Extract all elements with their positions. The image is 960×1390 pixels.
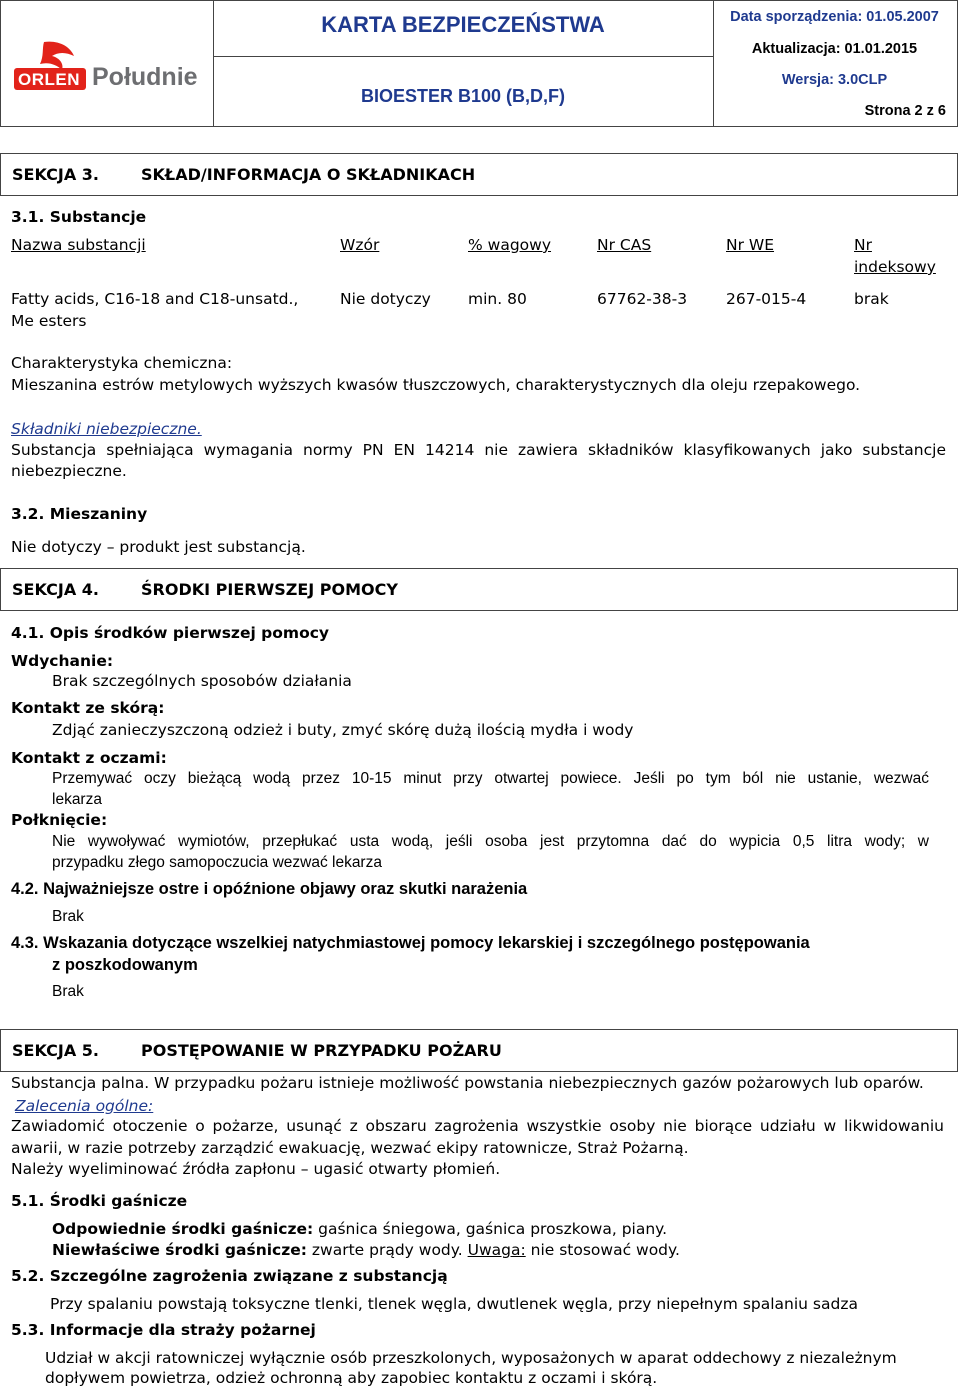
- column-header-index: indeksowy: [854, 258, 936, 276]
- table-cell-percent: min. 80: [468, 290, 527, 308]
- skin-contact-text: Zdjąć zanieczyszczoną odzież i buty, zmyć skórę dużą ilością mydła i wody: [52, 721, 634, 739]
- general-recommendations-text: Należy wyeliminować źródła zapłonu – ugasić otwarty płomień.: [11, 1160, 501, 1178]
- subsection-heading: 4.3. Wskazania dotyczące wszelkiej natychmiastowej pomocy lekarskiej i szczególnego postępowania: [11, 934, 810, 952]
- column-header-name: Nazwa substancji: [11, 236, 146, 254]
- section-3-header: [0, 153, 958, 196]
- chemical-characteristic-label: Charakterystyka chemiczna:: [11, 354, 233, 372]
- ingestion-text: przypadku złego samopoczucia wezwać lekarza: [52, 854, 382, 871]
- section-title: SKŁAD/INFORMACJA O SKŁADNIKACH: [141, 165, 476, 184]
- header-divider: [213, 56, 713, 57]
- section-number: SEKCJA 3.: [12, 165, 99, 184]
- skin-contact-label: Kontakt ze skórą:: [11, 699, 165, 717]
- medical-attention-text: Brak: [52, 983, 84, 1000]
- column-header-formula: Wzór: [340, 236, 380, 254]
- hazardous-components-text: niebezpieczne.: [11, 462, 127, 480]
- general-recommendations-text: Zawiadomić otoczenie o pożarze, usunąć z obszaru zagrożenia wszystkie osoby nie biorące udziału w likwidowaniu: [11, 1117, 944, 1135]
- column-header-we: Nr WE: [726, 236, 775, 254]
- subsection-heading: 3.2. Mieszaniny: [11, 505, 148, 523]
- section-title: POSTĘPOWANIE W PRZYPADKU POŻARU: [141, 1041, 502, 1060]
- table-cell-formula: Nie dotyczy: [340, 290, 431, 308]
- date-created: Data sporządzenia: 01.05.2007: [730, 9, 939, 25]
- logo-brand: ORLEN: [18, 70, 80, 89]
- general-recommendations-text: awarii, w razie potrzeby zarządzić ewakuację, wezwać ekipy ratownicze, Straż Pożarną.: [11, 1139, 689, 1157]
- version: Wersja: 3.0CLP: [781, 72, 888, 88]
- suitable-media-line: [52, 1220, 667, 1238]
- page-number: Strona 2 z 6: [864, 103, 946, 119]
- table-cell-cas: 67762-38-3: [597, 290, 688, 308]
- eye-contact-text: lekarza: [52, 791, 102, 808]
- column-header-cas: Nr CAS: [597, 236, 652, 254]
- subsection-heading: 4.1. Opis środków pierwszej pomocy: [11, 624, 330, 642]
- note-text: nie stosować wody.: [525, 1241, 680, 1259]
- hazardous-components-text: Substancja spełniająca wymagania normy PN EN 14214 nie zawiera składników klasyfikowanych jako substancje: [11, 441, 946, 459]
- document-title: KARTA BEZPIECZEŃSTWA: [321, 12, 605, 37]
- date-updated: Aktualizacja: 01.01.2015: [751, 41, 918, 57]
- table-cell-name: Me esters: [11, 312, 87, 330]
- table-cell-we: 267-015-4: [726, 290, 807, 308]
- section-number: SEKCJA 5.: [12, 1041, 99, 1060]
- ingestion-label: Połknięcie:: [11, 811, 108, 829]
- subsection-heading: 5.1. Środki gaśnicze: [11, 1192, 188, 1210]
- column-header-index: Nr: [854, 236, 872, 254]
- unsuitable-media-text: zwarte prądy wody.: [306, 1241, 468, 1259]
- section-5-header: [0, 1029, 958, 1072]
- inhalation-text: Brak szczególnych sposobów działania: [52, 672, 352, 690]
- note-label: Uwaga:: [467, 1241, 526, 1259]
- orlen-logo: [14, 38, 209, 98]
- section-4-header: [0, 568, 958, 611]
- chemical-characteristic-text: Mieszanina estrów metylowych wyższych kwasów tłuszczowych, charakterystycznych dla oleju rzepakowego.: [11, 376, 861, 394]
- firefighter-advice-text: Udział w akcji ratowniczej wyłącznie osób przeszkolonych, wyposażonych w aparat oddechowy z niezależnym: [45, 1349, 897, 1367]
- suitable-media-text: gaśnica śniegowa, gaśnica proszkowa, piany.: [313, 1220, 668, 1238]
- logo-name: Południe: [92, 63, 198, 91]
- section-number: SEKCJA 4.: [12, 580, 99, 599]
- symptoms-text: Brak: [52, 908, 84, 925]
- subsection-heading: 3.1. Substancje: [11, 208, 147, 226]
- mixtures-text: Nie dotyczy – produkt jest substancją.: [11, 538, 306, 556]
- unsuitable-media-label: Niewłaściwe środki gaśnicze:: [52, 1241, 307, 1259]
- fire-intro-text: Substancja palna. W przypadku pożaru istnieje możliwość powstania niebezpiecznych gazów pożarowych lub oparów.: [11, 1074, 924, 1092]
- subsection-heading: 5.2. Szczególne zagrożenia związane z substancją: [11, 1267, 448, 1285]
- product-name: BIOESTER B100 (B,D,F): [360, 86, 566, 106]
- eye-contact-label: Kontakt z oczami:: [11, 749, 167, 767]
- inhalation-label: Wdychanie:: [11, 652, 114, 670]
- eye-contact-text: Przemywać oczy bieżącą wodą przez 10-15 minut przy otwartej powiece. Jeśli po tym ból nie ustanie, wezwać: [52, 770, 929, 787]
- table-cell-index: brak: [854, 290, 889, 308]
- column-header-percent: % wagowy: [468, 236, 552, 254]
- firefighter-advice-text: dopływem powietrza, odzież ochronną aby zapobiec kontaktu z oczami i skórą.: [45, 1369, 658, 1387]
- special-hazards-text: Przy spalaniu powstają toksyczne tlenki, tlenek węgla, dwutlenek węgla, przy niepełnym spalaniu sadza: [50, 1295, 858, 1313]
- hazardous-components-label: Składniki niebezpieczne.: [11, 420, 202, 438]
- ingestion-text: Nie wywoływać wymiotów, przepłukać usta wodą, jeśli osoba jest przytomna dać do wypicia 0,5 litra wody; w: [52, 833, 929, 850]
- subsection-heading: 4.2. Najważniejsze ostre i opóźnione objawy oraz skutki narażenia: [11, 880, 528, 898]
- suitable-media-label: Odpowiednie środki gaśnicze:: [52, 1220, 314, 1238]
- table-cell-name: Fatty acids, C16-18 and C18-unsatd.,: [11, 290, 299, 308]
- subsection-heading: z poszkodowanym: [52, 956, 198, 974]
- unsuitable-media-line: [52, 1241, 680, 1259]
- section-title: ŚRODKI PIERWSZEJ POMOCY: [141, 580, 398, 599]
- subsection-heading: 5.3. Informacje dla straży pożarnej: [11, 1321, 316, 1339]
- general-recommendations-label: Zalecenia ogólne:: [15, 1097, 154, 1115]
